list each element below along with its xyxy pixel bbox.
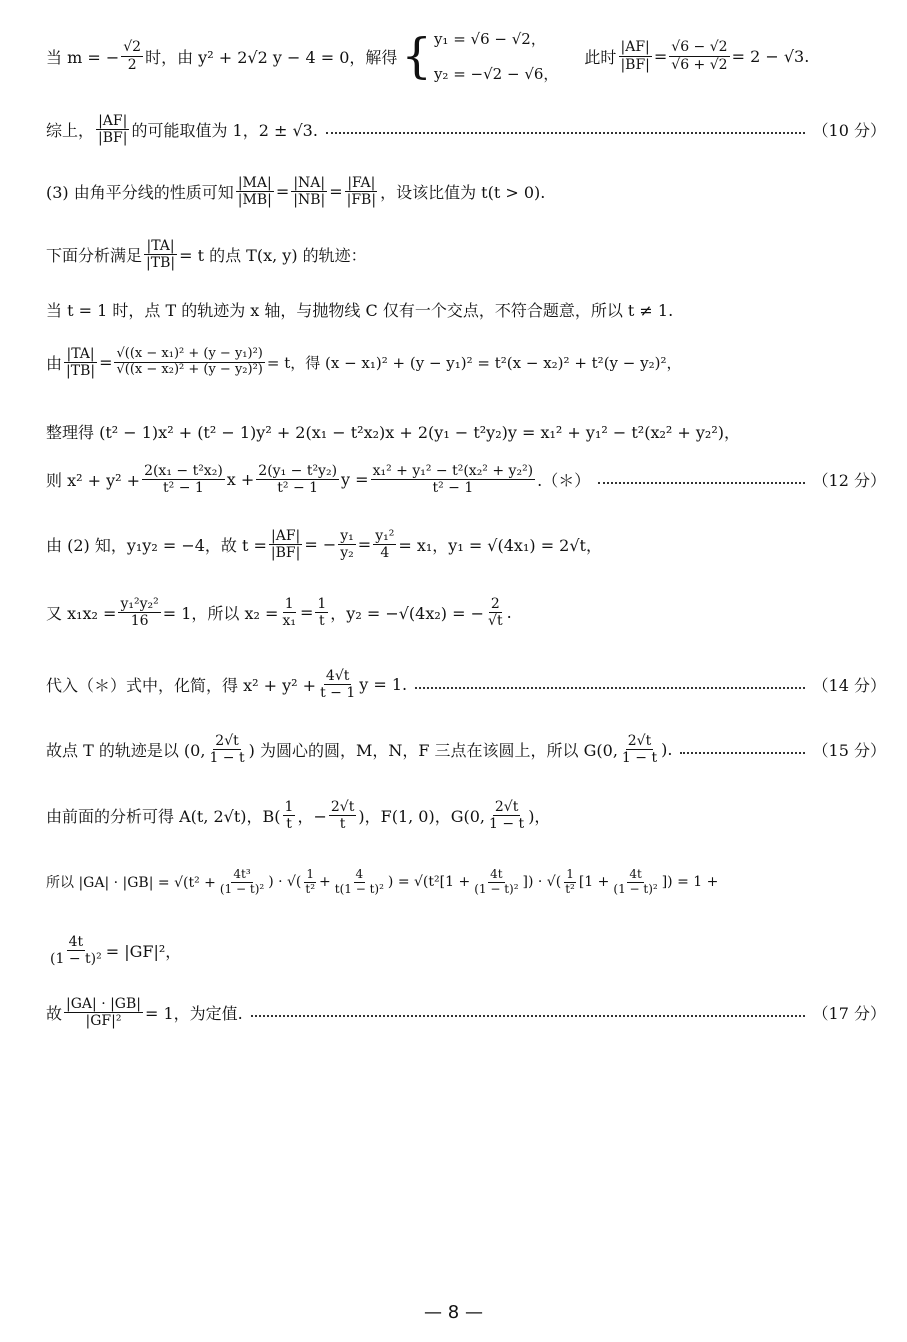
text: = t 的点 T(x, y) 的轨迹：: [179, 246, 367, 266]
text: 综上，: [46, 121, 95, 141]
text: 此时: [584, 47, 617, 67]
text: 又 x₁x₂ =: [46, 604, 117, 624]
text: y =: [341, 470, 369, 490]
score-label: （14 分）: [812, 676, 886, 696]
line-3: (3) 由角平分线的性质可知 $\frac{|MA|}{|MB|}$ = $\frac{|NA|}{|NB|}$ = $\frac{|FA|}{|FB|}$ ，设该比值为 t(t > 0).: [46, 175, 546, 209]
fraction: $\frac{1}{\text{t²}}$: [305, 867, 316, 896]
fraction: $\frac{√2}{2}$: [123, 39, 142, 73]
line-2: [46, 113, 886, 146]
fraction: $\frac{\text{√((x − x₁)² + (y − y₁)²)}}{\text{√((x − x₂)² + (y − y₂)²)}}$: [116, 346, 263, 378]
line-5: [46, 298, 886, 321]
text: 由: [46, 354, 63, 374]
fraction: $\frac{4√t}{t - 1}$: [320, 668, 356, 702]
text: )，F(1, 0)，G(0,: [358, 807, 486, 827]
equation-system: { y₁ = √6 − √2， y₂ = −√2 − √6，: [401, 28, 559, 84]
text: .（＊）: [537, 471, 591, 491]
fraction: $\frac{|TA|}{|TB|}$: [66, 346, 96, 380]
fraction: $\frac{|FA|}{|FB|}$: [346, 175, 377, 209]
text: x +: [226, 470, 255, 490]
text: 下面分析满足: [46, 246, 143, 266]
fraction: $\frac{4}{\text{t(1 − t)²}}$: [334, 867, 384, 896]
fraction: $\frac{4t}{\text{(1 − t)²}}$: [474, 867, 519, 896]
page-number: — 8 —: [424, 1302, 483, 1323]
text: 所以 |GA| · |GB| = √(t² +: [46, 875, 216, 892]
line-6: [46, 346, 886, 379]
fraction: $\frac{\text{y₁²}}{4}$: [375, 528, 395, 562]
text: 整理得 (t² − 1)x² + (t² − 1)y² + 2(x₁ − t²x₂)x + 2(y₁ − t²y₂)y = x₁² + y₁² − t²(x₂² + y₂²)，: [46, 423, 740, 442]
line-7: [46, 420, 886, 443]
text: 当 m = −: [46, 47, 120, 67]
fraction: $\frac{\text{4t³}}{\text{(1 − t)²}}$: [219, 867, 265, 896]
leader-dots: [415, 687, 804, 689]
text: =: [299, 603, 314, 623]
line-4: [46, 238, 886, 271]
fraction: $\frac{2}{√t}$: [488, 596, 503, 630]
leader-dots: [251, 1015, 805, 1017]
line-15: [46, 934, 886, 967]
fraction: $\frac{\text{x₁² + y₁² − t²(x₂² + y₂²)}}{\text{t² − 1}}$: [372, 463, 534, 497]
fraction: $\frac{2√t}{t}$: [330, 799, 355, 833]
text: =: [357, 535, 372, 555]
fraction: $\frac{|MA|}{|MB|}$: [237, 175, 272, 209]
text: ).: [661, 740, 673, 760]
text: ) 为圆心的圆，M，N，F 三点在该圆上，所以 G(0,: [248, 741, 618, 761]
text: 当 t = 1 时，点 T 的轨迹为 x 轴，与抛物线 C 仅有一个交点，不符合题意，所以 t ≠ 1.: [46, 301, 674, 320]
text: 由前面的分析可得 A(t, 2√t)，B(: [46, 807, 281, 827]
text: ，设该比值为 t(t > 0).: [380, 183, 546, 203]
fraction: $\frac{1}{\text{t²}}$: [565, 867, 575, 896]
text: .: [506, 603, 512, 623]
text: ]) · √(: [522, 874, 562, 891]
fraction: $\frac{2√t}{1 - t}$: [489, 799, 525, 833]
text: = |GF|²，: [105, 942, 182, 962]
fraction: $\frac{\text{2(x₁ − t²x₂)}}{\text{t² − 1}}$: [144, 463, 223, 497]
text: 则 x² + y² +: [46, 471, 141, 491]
fraction: $\frac{\text{2(y₁ − t²y₂)}}{\text{t² − 1}}$: [258, 463, 338, 497]
fraction: $\frac{2√t}{1 - t}$: [209, 733, 245, 767]
text: 由 (2) 知，y₁y₂ = −4，故 t =: [46, 536, 267, 556]
line-1: [46, 28, 886, 84]
line-14: [46, 868, 886, 897]
score-label: （12 分）: [812, 471, 886, 491]
text: (3) 由角平分线的性质可知: [46, 183, 234, 203]
line-10: [46, 596, 886, 629]
text: = t，得 (x − x₁)² + (y − y₁)² = t²(x − x₂)² + t²(y − y₂)²，: [266, 354, 682, 373]
leader-dots: [326, 132, 805, 134]
text: =: [99, 353, 113, 373]
text: ) · √(: [268, 874, 302, 891]
score-label: （10 分）: [812, 121, 886, 141]
fraction: $\frac{|TA|}{|TB|}$: [146, 238, 176, 272]
text: 故: [46, 1004, 63, 1024]
text: +: [319, 874, 331, 891]
text: 时，由 y² + 2√2 y − 4 = 0，解得: [145, 47, 398, 67]
text: 的可能取值为 1，2 ± √3.: [131, 121, 318, 141]
text: = 1，所以 x₂ =: [162, 604, 279, 624]
fraction: $\frac{4t}{\text{(1 − t)²}}$: [613, 867, 658, 896]
text: ，−: [297, 807, 327, 827]
text: = x₁，y₁ = √(4x₁) = 2√t，: [398, 536, 602, 556]
text: y = 1.: [359, 675, 408, 695]
fraction: $\frac{|GA| \cdot |GB|}{\text{|GF|²}}$: [66, 996, 141, 1030]
fraction: $\frac{|AF|}{|BF|}$: [98, 113, 128, 147]
text: ，y₂ = −√(4x₂) = −: [330, 604, 485, 624]
leader-dots: [598, 482, 804, 484]
line-12: [46, 733, 886, 766]
fraction: $\frac{1}{t}$: [284, 799, 294, 833]
text: 代入（＊）式中，化简，得 x² + y² +: [46, 676, 317, 696]
line-13: [46, 799, 886, 832]
text: = 2 − √3.: [731, 46, 810, 66]
line-11: [46, 668, 886, 701]
line-8: [46, 463, 886, 496]
line-16: [46, 996, 886, 1029]
text: ) = √(t²[1 +: [387, 874, 471, 891]
fraction: $\frac{4t}{\text{(1 − t)²}}$: [50, 934, 102, 968]
score-label: （17 分）: [812, 1004, 886, 1024]
text: )，: [528, 807, 551, 827]
text: ]) = 1 +: [661, 874, 719, 891]
fraction: $\frac{1}{t}$: [317, 596, 327, 630]
fraction: $\frac{1}{\text{x₁}}$: [282, 596, 296, 630]
score-label: （15 分）: [812, 741, 886, 761]
fraction: $\frac{|AF|}{|BF|}$: [620, 39, 650, 73]
text: = −: [304, 535, 337, 555]
text: =: [653, 46, 668, 66]
text: = 1，为定值.: [145, 1004, 243, 1024]
fraction: $\frac{\text{y₁}}{\text{y₂}}$: [340, 528, 354, 562]
fraction: $\frac{2√t}{1 - t}$: [621, 733, 658, 767]
fraction: $\frac{\text{y₁²y₂²}}{16}$: [120, 596, 159, 630]
text: [1 +: [578, 874, 610, 891]
fraction: $\frac{|NA|}{|NB|}$: [293, 175, 326, 209]
fraction: $\frac{|AF|}{|BF|}$: [270, 528, 301, 562]
leader-dots: [680, 752, 804, 754]
text: 故点 T 的轨迹是以 (0,: [46, 741, 206, 761]
fraction: $\frac{√6 - √2}{√6 + √2}$: [671, 39, 728, 73]
line-9: [46, 528, 886, 561]
